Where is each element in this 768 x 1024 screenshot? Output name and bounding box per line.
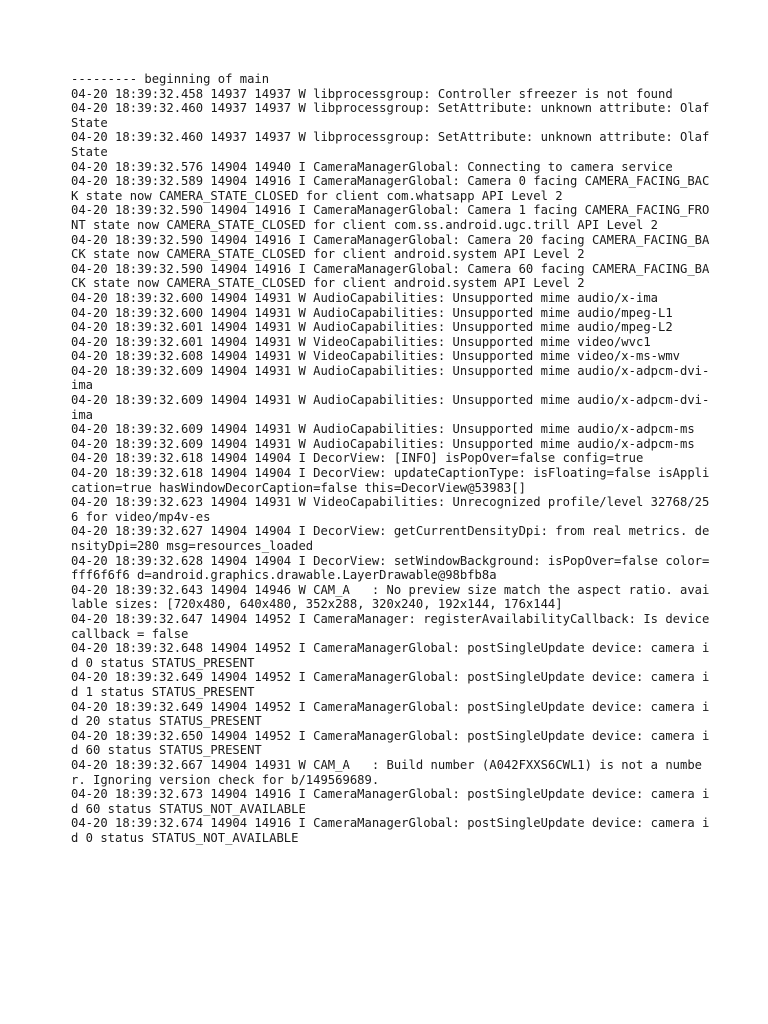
- log-line: 04-20 18:39:32.600 14904 14931 W AudioCapabilities: Unsupported mime audio/mpeg-L1: [71, 305, 673, 320]
- log-line: 04-20 18:39:32.458 14937 14937 W libprocessgroup: Controller sfreezer is not found: [71, 86, 673, 101]
- log-line: 04-20 18:39:32.627 14904 14904 I DecorView: getCurrentDensityDpi: from real metrics. densityDpi=280 msg=resources_loaded: [71, 524, 710, 553]
- log-line: 04-20 18:39:32.618 14904 14904 I DecorView: [INFO] isPopOver=false config=true: [71, 451, 644, 466]
- log-line: 04-20 18:39:32.609 14904 14931 W AudioCapabilities: Unsupported mime audio/x-adpcm-dvi-ima: [71, 393, 710, 422]
- log-line: 04-20 18:39:32.650 14904 14952 I CameraManagerGlobal: postSingleUpdate device: camera id 60 status STATUS_PRESENT: [71, 728, 710, 758]
- log-line: 04-20 18:39:32.623 14904 14931 W VideoCapabilities: Unrecognized profile/level 32768/256 for video/mp4v-es: [71, 495, 710, 524]
- log-line: 04-20 18:39:32.648 14904 14952 I CameraManagerGlobal: postSingleUpdate device: camera id 0 status STATUS_PRESENT: [71, 641, 710, 670]
- log-line: 04-20 18:39:32.643 14904 14946 W CAM_A : No preview size match the aspect ratio. available sizes: [720x480, 640x480, 352x288, 320x240, 192x144, 176x144]: [71, 582, 710, 612]
- log-line: 04-20 18:39:32.649 14904 14952 I CameraManagerGlobal: postSingleUpdate device: camera id 20 status STATUS_PRESENT: [71, 699, 710, 729]
- log-line: 04-20 18:39:32.628 14904 14904 I DecorView: setWindowBackground: isPopOver=false color=fff6f6f6 d=android.graphics.drawable.LayerDrawable@98bfb8a: [71, 553, 710, 583]
- log-line: 04-20 18:39:32.590 14904 14916 I CameraManagerGlobal: Camera 20 facing CAMERA_FACING_BACK state now CAMERA_STATE_CLOSED for client android.system API Level 2: [71, 232, 710, 262]
- log-line: 04-20 18:39:32.576 14904 14940 I CameraManagerGlobal: Connecting to camera service: [71, 159, 673, 174]
- log-line: 04-20 18:39:32.460 14937 14937 W libprocessgroup: SetAttribute: unknown attribute: OlafState: [71, 130, 710, 159]
- log-document: [71, 72, 717, 845]
- log-line: 04-20 18:39:32.649 14904 14952 I CameraManagerGlobal: postSingleUpdate device: camera id 1 status STATUS_PRESENT: [71, 670, 710, 699]
- log-line: 04-20 18:39:32.609 14904 14931 W AudioCapabilities: Unsupported mime audio/x-adpcm-ms: [71, 436, 695, 451]
- log-line: 04-20 18:39:32.667 14904 14931 W CAM_A : Build number (A042FXXS6CWL1) is not a number. Ignoring version check for b/149569689.: [71, 757, 703, 787]
- log-line: 04-20 18:39:32.589 14904 14916 I CameraManagerGlobal: Camera 0 facing CAMERA_FACING_BACK state now CAMERA_STATE_CLOSED for client com.whatsapp API Level 2: [71, 174, 710, 203]
- log-line: 04-20 18:39:32.600 14904 14931 W AudioCapabilities: Unsupported mime audio/x-ima: [71, 290, 658, 305]
- log-line: 04-20 18:39:32.601 14904 14931 W VideoCapabilities: Unsupported mime video/wvc1: [71, 334, 651, 349]
- log-line: 04-20 18:39:32.460 14937 14937 W libprocessgroup: SetAttribute: unknown attribute: OlafState: [71, 101, 710, 130]
- log-line: 04-20 18:39:32.674 14904 14916 I CameraManagerGlobal: postSingleUpdate device: camera id 0 status STATUS_NOT_AVAILABLE: [71, 816, 710, 845]
- log-line: 04-20 18:39:32.590 14904 14916 I CameraManagerGlobal: Camera 60 facing CAMERA_FACING_BACK state now CAMERA_STATE_CLOSED for client android.system API Level 2: [71, 261, 710, 291]
- log-line: 04-20 18:39:32.618 14904 14904 I DecorView: updateCaptionType: isFloating=false isApplication=true hasWindowDecorCaption=false this=DecorView@53983[]: [71, 466, 710, 495]
- log-header: --------- beginning of main: [71, 72, 270, 86]
- log-line: 04-20 18:39:32.601 14904 14931 W AudioCapabilities: Unsupported mime audio/mpeg-L2: [71, 320, 673, 335]
- log-line: 04-20 18:39:32.608 14904 14931 W VideoCapabilities: Unsupported mime video/x-ms-wmv: [71, 349, 681, 364]
- log-line: 04-20 18:39:32.609 14904 14931 W AudioCapabilities: Unsupported mime audio/x-adpcm-dvi-ima: [71, 363, 710, 393]
- log-line: 04-20 18:39:32.673 14904 14916 I CameraManagerGlobal: postSingleUpdate device: camera id 60 status STATUS_NOT_AVAILABLE: [71, 787, 710, 816]
- log-line: 04-20 18:39:32.590 14904 14916 I CameraManagerGlobal: Camera 1 facing CAMERA_FACING_FRONT state now CAMERA_STATE_CLOSED for client com.ss.android.ugc.trill API Level 2: [71, 203, 710, 232]
- log-line: 04-20 18:39:32.609 14904 14931 W AudioCapabilities: Unsupported mime audio/x-adpcm-ms: [71, 422, 695, 437]
- log-line: 04-20 18:39:32.647 14904 14952 I CameraManager: registerAvailabilityCallback: Is device callback = false: [71, 611, 717, 641]
